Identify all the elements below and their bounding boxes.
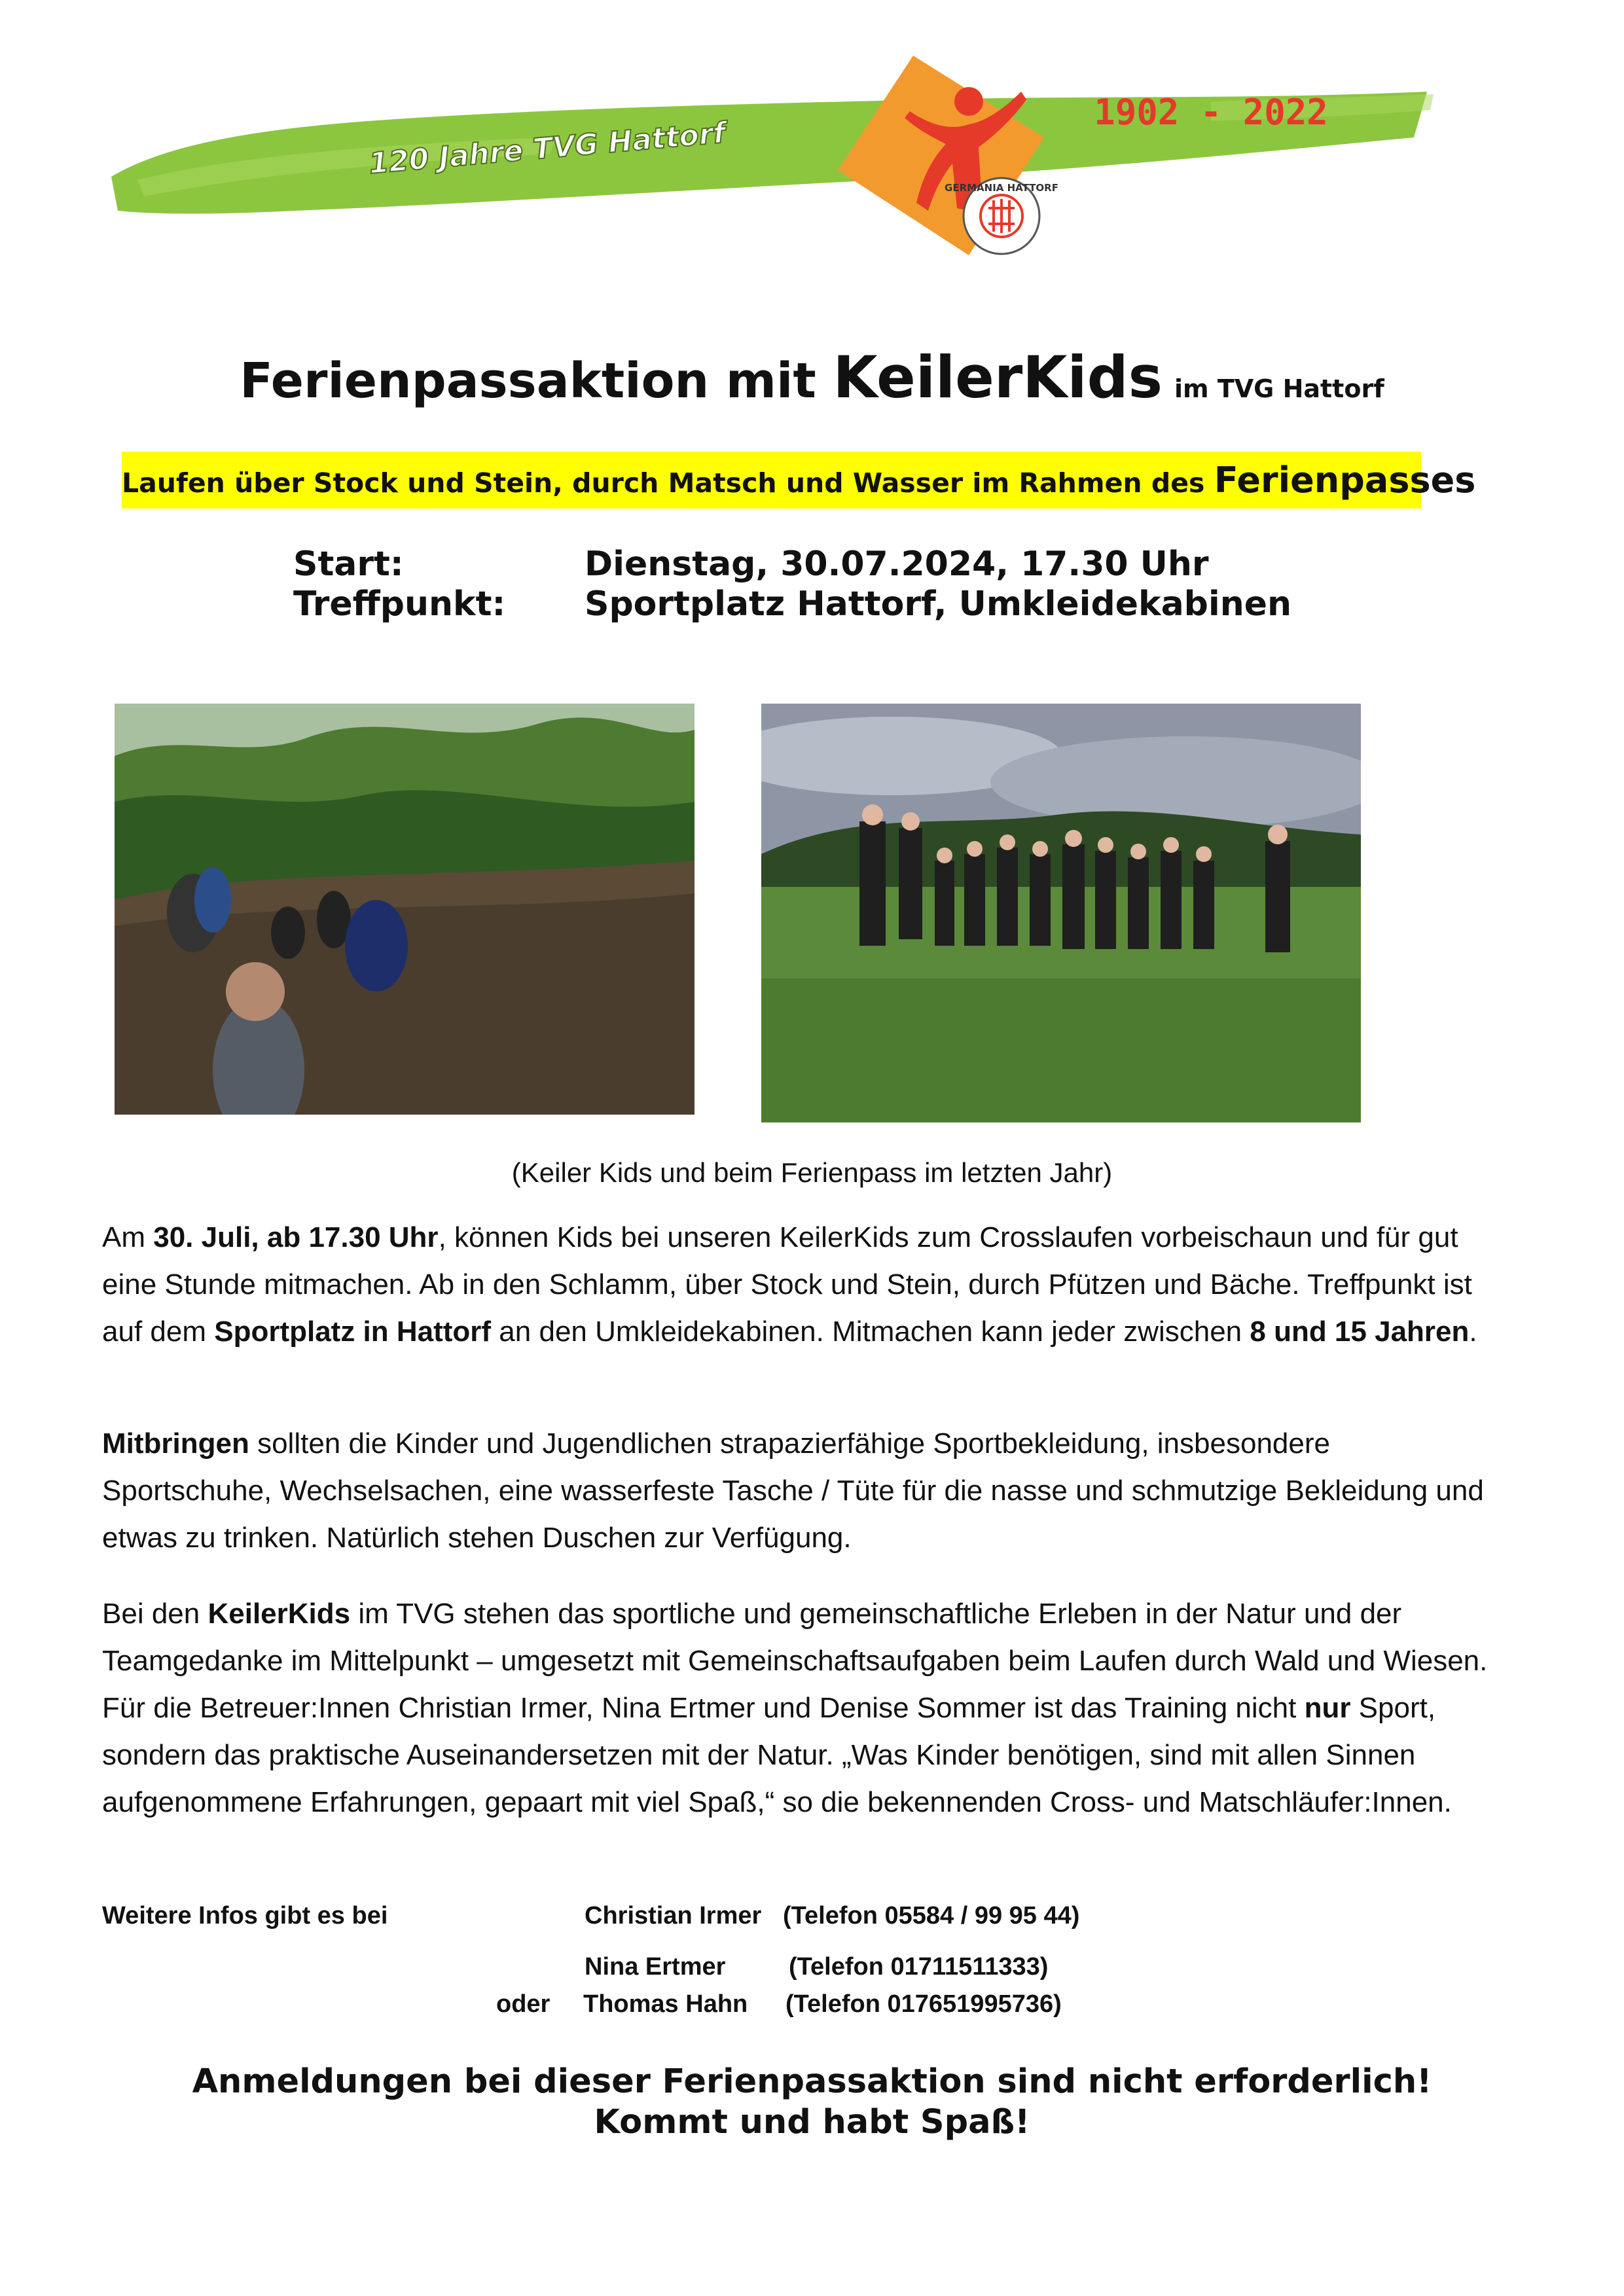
closing-line-1: Anmeldungen bei dieser Ferienpassaktion sind nicht erforderlich! (192, 2062, 1432, 2101)
title-suffix: im TVG Hattorf (1174, 374, 1384, 403)
closing-line-2: Kommt und habt Spaß! (594, 2103, 1030, 2142)
para1-text-3: an den Umkleidekabinen. Mitmachen kann jeder zwischen (491, 1316, 1250, 1348)
start-label: Start: (293, 545, 404, 584)
para3-text-3: Sport, sondern das praktische Auseinandersetzen mit der Natur. „Was Kinder benötigen, sind mit allen Sinnen aufgenommene Erfahrungen, gepaart mit viel Spaß,“ so die bekennenden Cross- und Matschläufer:Innen. (102, 1692, 1452, 1818)
para3-text-2: im TVG stehen das sportliche und gemeinschaftliche Erleben in der Natur und der Teamgedanke im Mittelpunkt – umgesetzt mit Gemeinschaftsaufgaben beim Laufen durch Wald und Wiesen. Für die Betreuer:Innen Christian Irmer, Nina Ertmer und Denise Sommer ist das Training nicht (102, 1598, 1488, 1724)
para1-location: Sportplatz in Hattorf (214, 1316, 492, 1348)
seal-text: GERMANIA HATTORF (945, 182, 1058, 194)
photo-creek-run (115, 704, 695, 1115)
para1-text-2: , können Kids bei unseren KeilerKids zum Crosslaufen vorbeischaun und für gut eine Stunde mitmachen. Ab in den Schlamm, über Stock und Stein, durch Pfützen und Bäche. Treffpunkt ist auf dem (102, 1221, 1472, 1348)
contact-phone-3: (Telefon 017651995736) (785, 1990, 1062, 2018)
anniversary-banner (98, 39, 1440, 262)
paragraph-bring (102, 1420, 1496, 1562)
paragraph-about (102, 1590, 1496, 1826)
subtitle-highlight (122, 452, 1476, 509)
years-text: 1902 - 2022 (1094, 92, 1328, 133)
page-title (0, 344, 1624, 411)
subtitle-emphasis: Ferienpasses (1214, 459, 1476, 501)
para2-text: sollten die Kinder und Jugendlichen strapazierfähige Sportbekleidung, insbesondere Sportschuhe, Wechselsachen, eine wasserfeste Tasche / Tüte für die nasse und schmutzige Bekleidung und etwas zu trinken. Natürlich stehen Duschen zur Verfügung. (102, 1427, 1484, 1554)
para1-age: 8 und 15 Jahren (1250, 1316, 1470, 1348)
photo-group-field (761, 704, 1361, 1122)
para3-text-1: Bei den (102, 1598, 208, 1630)
title-keilerkids: KeilerKids (833, 344, 1163, 411)
meeting-label: Treffpunkt: (293, 584, 506, 624)
subtitle-text: Laufen über Stock und Stein, durch Matsch und Wasser im Rahmen des (122, 467, 1214, 499)
para3-only: nur (1304, 1692, 1351, 1724)
contact-name-3: Thomas Hahn (583, 1990, 748, 2018)
photo-caption: (Keiler Kids und beim Ferienpass im letzten Jahr) (511, 1157, 1113, 1188)
contact-name-1: Christian Irmer (585, 1902, 762, 1929)
banner-graphic (98, 39, 1440, 262)
contact-phone-1: (Telefon 05584 / 99 95 44) (783, 1902, 1080, 1929)
para2-bring-label: Mitbringen (102, 1427, 249, 1460)
anniversary-text: 120 Jahre TVG Hattorf (367, 116, 727, 181)
title-part-1: Ferienpassaktion mit (240, 353, 833, 409)
para1-text-4: . (1469, 1316, 1477, 1348)
contact-name-2: Nina Ertmer (585, 1953, 726, 1981)
start-value: Dienstag, 30.07.2024, 17.30 Uhr (585, 545, 1209, 584)
contact-phone-2: (Telefon 01711511333) (789, 1953, 1049, 1981)
closing-notice (0, 2062, 1624, 2143)
paragraph-intro (102, 1214, 1496, 1355)
para1-text-1: Am (102, 1221, 154, 1253)
contact-or-label: oder (496, 1990, 550, 2018)
para3-keilerkids: KeilerKids (208, 1598, 351, 1630)
contacts-intro: Weitere Infos gibt es bei (102, 1902, 388, 1929)
meeting-value: Sportplatz Hattorf, Umkleidekabinen (585, 584, 1292, 624)
para1-date: 30. Juli, ab 17.30 Uhr (153, 1221, 439, 1253)
tvg-logo (838, 56, 1058, 255)
